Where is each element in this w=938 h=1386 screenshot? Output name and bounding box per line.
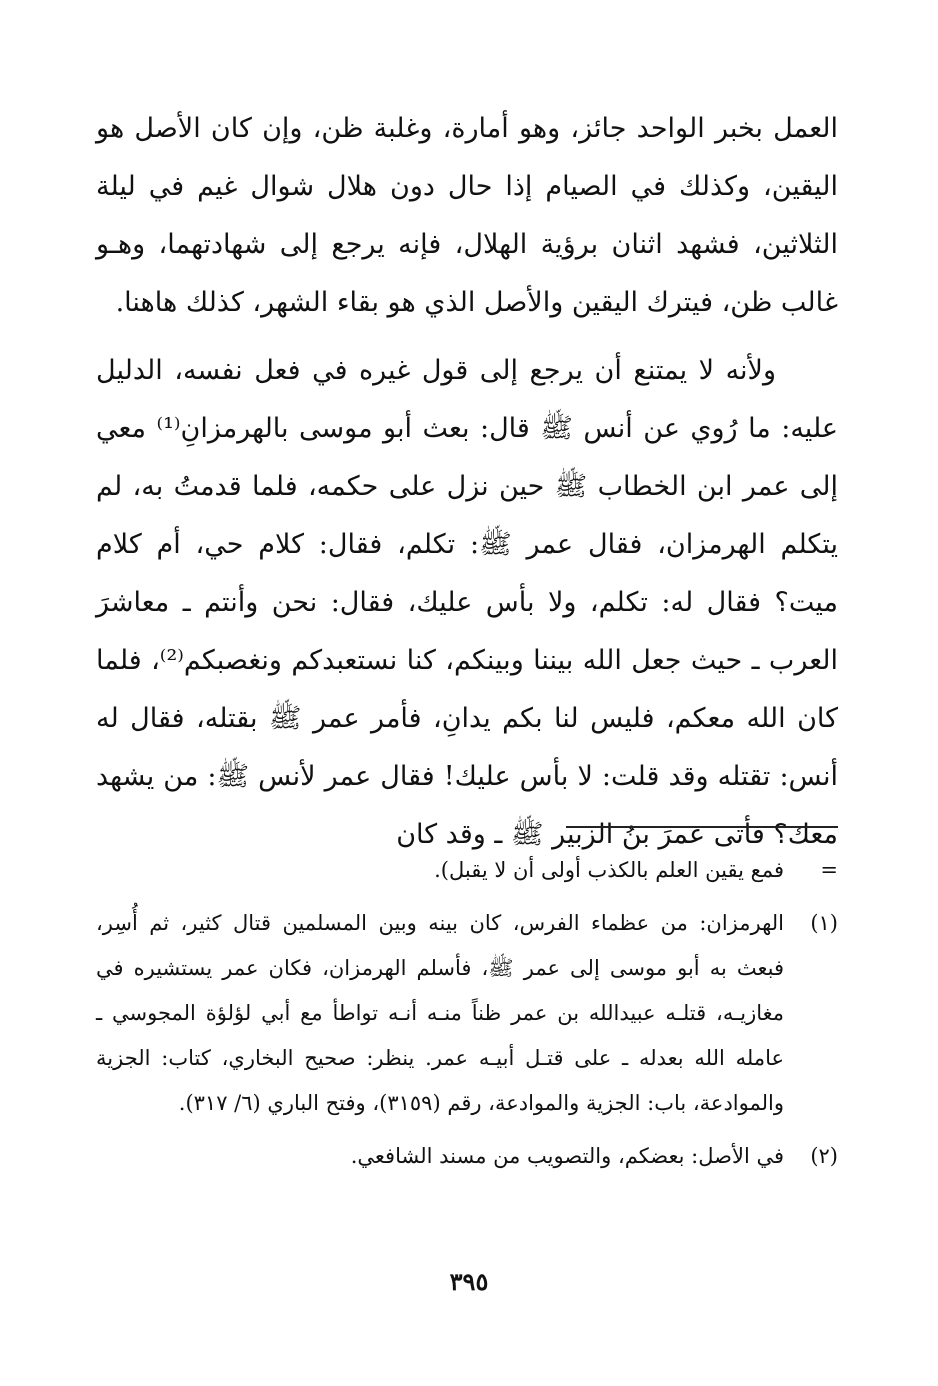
footnote-1 — [96, 901, 838, 1126]
footnote-2 — [96, 1134, 838, 1179]
page-number: ٣٩٥ — [449, 1267, 489, 1296]
footnote-marker: (٢) — [810, 1144, 838, 1168]
footnote-text: في الأصل: بعضكم، والتصويب من مسند الشافعي. — [350, 1144, 784, 1168]
footnote-continuation — [96, 848, 838, 893]
footnote-marker: (١) — [810, 911, 838, 935]
body-paragraph-2: ولأنه لا يمتنع أن يرجع إلى قول غيره في فعل نفسه، الدليل عليه: ما رُوي عن أنس ﷺ قال: بعث أبو موسى بالهرمزانِ⁽¹⁾ معي إلى عمر ابن الخطاب ﷺ حين نزل على حكمه، فلما قدمتُ به، لم يتكلم الهرمزان، فقال عمر ﷺ: تكلم، فقال: كلام حي، أم كلام ميت؟ فقال له: تكلم، ولا بأس عليك، فقال: نحن وأنتم ـ معاشرَ العرب ـ حيث جعل الله بيننا وبينكم، كنا نستعبدكم ونغصبكم⁽²⁾، فلما كان الله معكم، فليس لنا بكم يدانِ، فأمر عمر ﷺ بقتله، فقال له أنس: تقتله وقد قلت: لا بأس عليك! فقال عمر لأنس ﷺ: من يشهد معك؟ فأتى عمرَ بنُ الزبير ﷺ ـ وقد كان — [96, 355, 838, 850]
body-paragraph-1: العمل بخبر الواحد جائز، وهو أمارة، وغلبة ظن، وإن كان الأصل هو اليقين، وكذلك في الصيام إذا حال دون هلال شوال غيم في ليلة الثلاثين، فشهد اثنان برؤية الهلال، فإنه يرجع إلى شهادتهما، وهـو غالب ظن، فيترك اليقين والأصل الذي هو بقاء الشهر، كذلك هاهنا. — [96, 113, 838, 318]
footnote-text: فمع يقين العلم بالكذب أولى أن لا يقبل). — [434, 858, 784, 882]
footnotes-block — [96, 848, 838, 1187]
footnote-marker: = — [820, 858, 838, 882]
main-text-block — [96, 100, 838, 864]
footnote-separator-line — [566, 826, 838, 828]
footnote-text: الهرمزان: من عظماء الفرس، كان بينه وبين المسلمين قتال كثير، ثم أُسِر، فبعث به أبو موسى إلى عمر ﷺ، فأسلم الهرمزان، فكان عمر يستشيره في مغازيـه، قتلـه عبيدالله بن عمر ظناً منـه أنـه تواطأ مع أبي لؤلؤة المجوسي ـ عامله الله بعدله ـ على قتـل أبيـه عمر. ينظر: صحيح البخاري، كتاب: الجزية والموادعة، باب: الجزية والموادعة، رقم (٣١٥٩)، وفتح الباري (٦/ ٣١٧). — [96, 911, 784, 1115]
